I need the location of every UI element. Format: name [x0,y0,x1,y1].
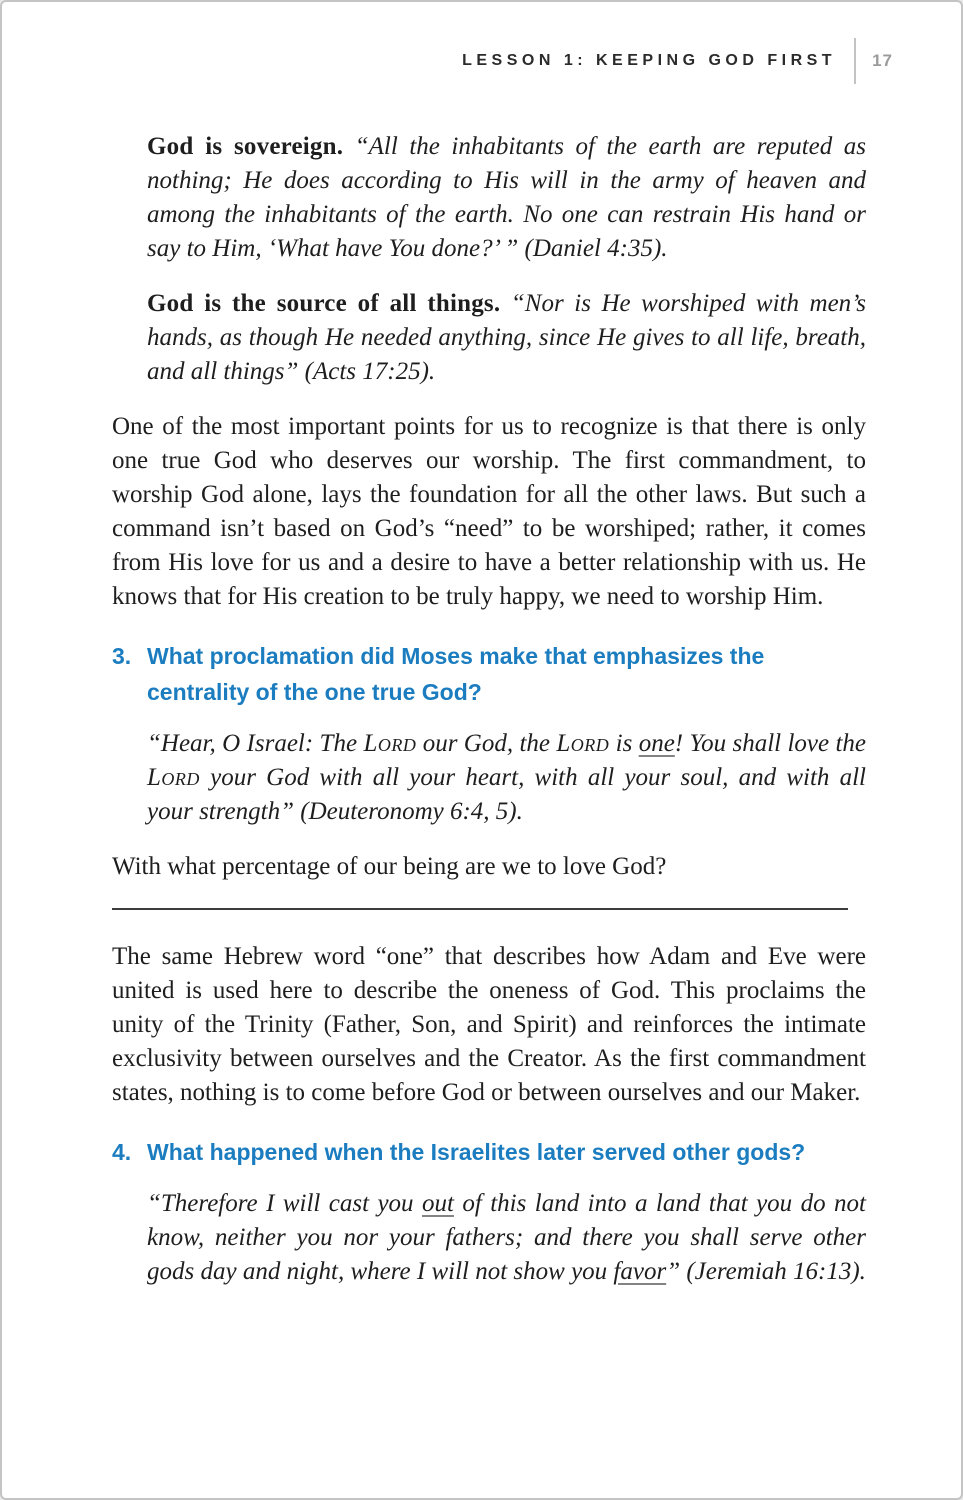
header-divider [854,38,856,84]
text-segment: your God with all your heart, with all your soul, and with all your strength” (Deuteronomy 6:4, 5). [147,764,866,825]
text-segment-smallcaps: Lord [147,764,200,791]
question-text: What proclamation did Moses make that emphasizes the centrality of the one true God? [147,643,765,705]
text-segment-underline: one [638,730,675,757]
text-segment: of this land into a land that you do not know, neither you nor your fathers; and there you shall serve other gods day and night, where I will not show you [147,1190,866,1285]
question-3 [112,638,866,710]
scripture-lead-heading: God is the source of all things. [147,290,501,317]
para-same-hebrew-word [112,940,866,1110]
text-segment: With what percentage of our being are we to love God? [112,853,667,880]
lesson-title: LESSON 1: KEEPING GOD FIRST [462,52,837,69]
text-segment-smallcaps: Lord [363,730,417,757]
question-4 [112,1134,866,1170]
answer-blank-line [112,908,848,910]
question-number: 4. [112,1139,132,1165]
para-god-is-source-of-all-things [147,287,866,389]
running-header [2,38,961,84]
text-segment: our God, the [416,730,557,757]
text-segment-smallcaps: Lord [556,730,610,757]
text-segment: ” (Jeremiah 16:13). [666,1258,866,1285]
text-segment: is [609,730,639,757]
question-number: 3. [112,643,132,669]
page-number: 17 [872,51,893,70]
text-segment: “All the inhabitants of the earth are reputed as nothing; He does according to His will in the army of heaven and among the inhabitants of the earth. No one can restrain His hand or say to Him, ‘What have You done?’ ” (Daniel 4:35). [147,133,867,262]
quote-jeremiah-16-13 [147,1187,866,1289]
text-segment-underline: favor [613,1258,667,1285]
text-segment: The same Hebrew word “one” that describes how Adam and Eve were united is used here to describe the oneness of God. This proclaims the unity of the Trinity (Father, Son, and Spirit) and reinforces the intimate exclusivity between ourselves and the Creator. As the first commandment states, nothing is to come before God or between ourselves and our Maker. [112,943,866,1106]
page-content [2,130,961,1289]
para-one-true-god [112,410,866,614]
para-god-is-sovereign [147,130,866,266]
quote-deuteronomy-6-4-5 [147,727,866,829]
text-segment: One of the most important points for us to recognize is that there is only one true God who deserves our worship. The first commandment, to worship God alone, lays the foundation for all the other laws. But such a command isn’t based on God’s “need” to be worshiped; rather, it comes from His love for us and a desire to have a better relationship with us. He knows that for His creation to be truly happy, we need to worship Him. [112,413,866,610]
para-percentage-question [112,850,866,884]
scripture-lead-heading: God is sovereign. [147,133,344,160]
text-segment: “Nor is He worshiped with men’s hands, as though He needed anything, since He gives to all life, breath, and all things” (Acts 17:25). [147,290,867,385]
text-segment: “Hear, O Israel: The [147,730,364,757]
text-segment: ! You shall love the [674,730,866,757]
text-segment: “Therefore I will cast you [147,1190,422,1217]
question-text: What happened when the Israelites later served other gods? [147,1139,806,1165]
text-segment-underline: out [421,1190,454,1217]
